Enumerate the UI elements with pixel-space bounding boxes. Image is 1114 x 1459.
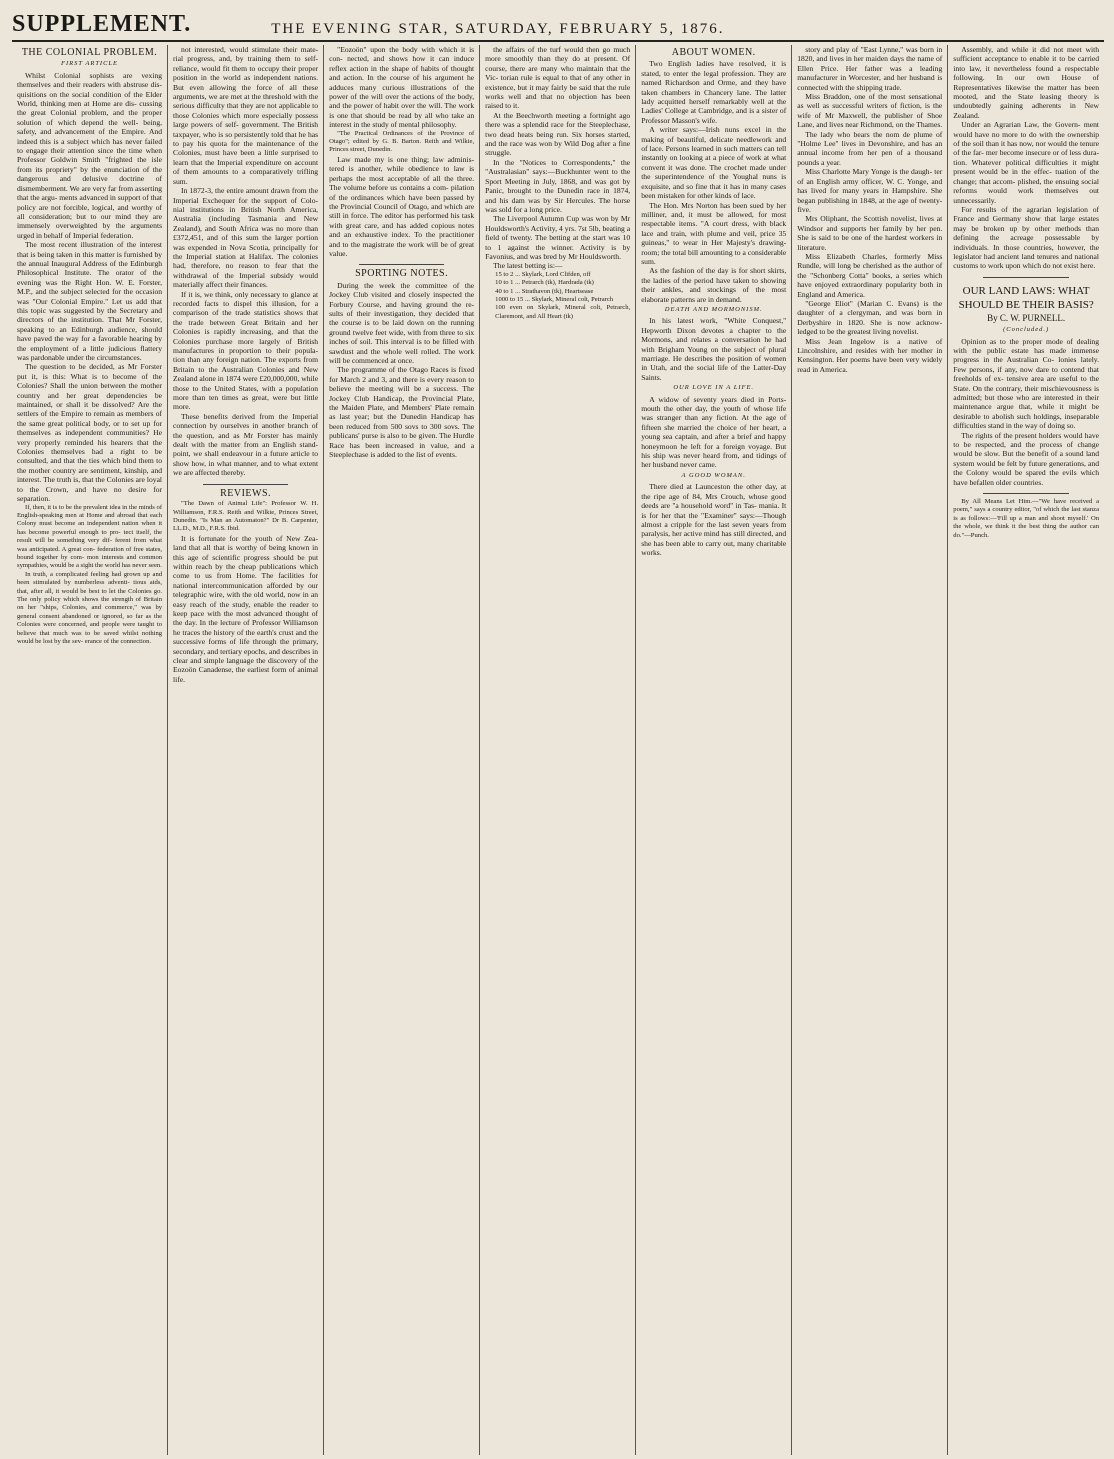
paragraph: The Hon. Mrs Norton has been sued by her milliner, and, it must be allowed, for most respectable items. "A court dress, with black lace and train, with plume and veil, price 35 guineas," to wear in Her Majesty's drawing-room; the total bill amounting to a considerable sum. xyxy=(641,200,787,266)
paragraph: Two English ladies have resolved, it is stated, to enter the legal profession. They are named Richardson and Orme, and they have taken chambers in Chancery lane. The latter lady acquitted herself remarkably well at the Ladies' College at Cambridge, and is a sister of Professor Masson's wife. xyxy=(641,59,787,125)
odds-line: 40 to 1 ... Strathavon (tk), Heartsease xyxy=(495,287,594,295)
paragraph: Miss Braddon, one of the most sensational as well as successful writers of fiction, is the wife of Mr Maxwell, the publisher of Shoe Lane, and lives near Richmond, on the Thames. xyxy=(797,92,943,130)
paragraph: The rights of the present holders would have to be respected, and the process of change would be slow. But the benefit of a sound land system would be felt by future generations, and the Colony would be spared the evils which have befallen older countries. xyxy=(953,430,1100,487)
newspaper-dateline: THE EVENING STAR, SATURDAY, FEBRUARY 5, 1876. xyxy=(271,21,725,37)
odds-line: 10 to 1 ... Petrarch (tk), Hardrada (tk) xyxy=(495,279,594,287)
paragraph: Miss Charlotte Mary Yonge is the daugh- ter of an English army officer, W. C. Yonge, and has lived for many years in Hampshire. She began publishing in 1848, at the age of twenty-five. xyxy=(797,167,943,214)
paragraph: Under an Agrarian Law, the Govern- ment would have no more to do with the ownership of the soil than it has now, nor would the tenure of the far- mer become insecure or of less dura- tion. Whatever political difficulties it might present would be in the effec- tuation of the change; that accom- plished, the ensuing social reforms would work themselves out unnecessarily. xyxy=(953,120,1100,205)
paragraph: The Liverpool Autumn Cup was won by Mr Houldsworth's Activity, 4 yrs. 7st 5lb, beating a field of twenty. The betting at the start was 10 to 1 against the winner. Activity is by Favonius, and was bred by Mr Houldsworth. xyxy=(485,214,631,261)
divider xyxy=(359,264,444,265)
paragraph: A writer says:—Irish nuns excel in the making of beautiful, delicate needlework and of lace. Persons learned in such matters can tell instantly on looking at a piece of work at what convent it was done. The crochet made under the superintendence of the Youghal nuns is exquisite, and so fine that it has in many cases been mistaken for other kinds of lace. xyxy=(641,125,787,201)
paragraph: Miss Jean Ingelow is a native of Lincolnshire, and resides with her mother in Kensington. Her poems have been very widely read in America. xyxy=(797,336,943,374)
article-subheading: FIRST ARTICLE xyxy=(61,60,119,68)
odds-line: 1000 to 15 ... Skylark, Mineral colt, Petrarch xyxy=(495,295,614,303)
divider xyxy=(983,493,1069,494)
paragraph: Assembly, and while it did not meet with sufficient acceptance to enable it to be carried into law, it nevertheless found a respectable following. In our own House of Representatives likewise the matter has been mooted, and the State leasing theory is undoubtedly gaining adherents in New Zealand. xyxy=(953,45,1100,120)
paragraph: Whilst Colonial sophists are vexing themselves and their readers with abstruse dis- quisitions on the social condition of the Elder World, thinking men at Home are dis- cussing the great Colonial problem, and the proper solution of which depend the well- being, safety, and advancement of the Empire. And indeed this is a subject which has never failed to engage their attention since the time when Professor Goldwin Smith "frighted the isle from its propriety" by the enunciation of the dangerous and delusive doctrine of dismemberment. We are very far from asserting that the argu- ments advanced in support of that policy are not forcible, logical, and worthy of all consideration; but to our mind they are immensely overweighted by the arguments urged in behalf of Imperial federation. xyxy=(17,70,163,240)
paragraph: "The Practical Ordinances of the Province of Otago"; edited by G. B. Barton. Reith and Wilkie, Princes street, Dunedin. xyxy=(329,129,475,154)
paragraph: As the fashion of the day is for short skirts, the ladies of the period have taken to showing their ankles, and stockings of the most elaborate patterns are in demand. xyxy=(641,266,787,304)
paragraph: These benefits derived from the Imperial connection by ourselves in another branch of the question, and as Mr Forster has mainly dealt with the matter from an English stand- point, we shall endeavour in a future article to show how, in what manner, and to what extent we are affected thereby. xyxy=(173,411,319,478)
column-2 xyxy=(168,45,324,1455)
section-heading-reviews: REVIEWS. xyxy=(220,487,272,499)
paragraph: story and play of "East Lynne," was born in 1820, and lives in her maiden days the name of Ellen Price. Her father was a leading manufacturer in Worcester, and her husband is connected with the shipping trade. xyxy=(797,45,943,92)
paragraph: A widow of seventy years died in Ports- mouth the other day, the youth of whose life was stranger than any fiction. At the age of fifteen she married the choice of her heart, a young sea captain, and after a brief and happy honeymoon he left for a foreign voyage. But his ship was never heard from, and tidings of her husband never came. xyxy=(641,394,787,470)
article-heading-about-women: ABOUT WOMEN. xyxy=(671,47,756,58)
reviews-list: "The Dawn of Animal Life": Professor W. H. Williamson, F.R.S. Reith and Wilkie, Princes Street, Dunedin. "Is Man an Automaton?" Dr B. Carpenter, LL.D., M.D., F.R.S. Ibid. xyxy=(173,500,319,533)
paragraph: In truth, a complicated feeling had grown up and been stimulated by numberless adventi- tious aids, that, after all, it would be best to let the Colonies go. The only policy which shows the strength of Britain on her "ships, Colonies, and commerce," was by general consent abandoned or ignored, so far as the Colonies were concerned, and people were taught to believe that much was to be saved whilst nothing would be lost by the sev- erance of the connection. xyxy=(17,570,163,645)
paragraph: In 1872-3, the entire amount drawn from the Imperial Exchequer for the support of Colo- nial institutions in British North America, Australia (including Tasmania and New Zealand), and South Africa was no more than £372,451, and of this sum the larger portion was expended in Nova Scotia, principally for the Imperial station at Halifax. The colonies had, therefore, no reason to fear that the withdrawal of the Imperial subsidy would materially affect their finances. xyxy=(173,186,319,290)
paragraph: Law made my is one thing; law adminis- tered is another, while obedience to law is perhaps the most acceptable of all the three. The volume before us contains a com- pilation of the ordinances which have been passed by the Provincial Council of Otago, and which are still in force. The editor has performed his task with great care, and has added copious notes and an exhaustive index. To the practitioner and to the magistrate the work will be of great value. xyxy=(329,154,475,258)
subheading: DEATH AND MORMONISM. xyxy=(664,305,763,313)
concluded-note: (Concluded.) xyxy=(1003,326,1050,334)
column-3 xyxy=(324,45,480,1455)
paragraph: In his latest work, "White Conquest," Hepworth Dixon devotes a chapter to the Mormons, and relates a conversation he had with Brigham Young on the subject of plural marriage. He describes the position of women in Utah, and the social life of the Latter-Day Saints. xyxy=(641,316,787,382)
paragraph: If, then, it is to be the prevalent idea in the minds of English-speaking men at Home and abroad that each Colony must become an independent nation when it has become powerful enough to pro- tect itself, the result will be something very dif- ferent from what was anticipated. A great con- federation of free states, bound together by com- mon interests and common sympathies, would be a sight the world has never seen. xyxy=(17,503,163,570)
odds-line: 15 to 2 ... Skylark, Lord Clifden, off xyxy=(495,270,591,278)
paragraph: For results of the agrarian legislation of France and Germany show that large estates may be broken up by other methods than defining the acreage possessable by individuals. In those countries, however, the legislator had ancient land tenures and national customs to work upon which do not exist here. xyxy=(953,204,1100,271)
paragraph: "Eozoön" upon the body with which it is con- nected, and shows how it can induce reflex action in the shape of habits of thought and action. In the course of his argument he adduces many curious illustrations of the power of the will over the actions of the body, and the power of habit over the will. The work is one that should be read by all who take an interest in the study of mental philosophy. xyxy=(329,45,475,130)
subheading: A GOOD WOMAN. xyxy=(681,471,746,479)
footer-snippet: By All Means Let Him.—"We have received a poem," says a country editor, "of which the last stanza is as follows:—'Fill up a man and shoot myself.' On the whole, we think it the best thing the author can do."—Punch. xyxy=(953,498,1100,539)
betting-title: The latest betting is:— xyxy=(493,261,563,271)
subheading: OUR LOVE IN A LIFE. xyxy=(673,384,755,392)
paragraph: The question to be decided, as Mr Forster put it, is this: What is to become of the Colonies? Shall the union between the mother country and her great dependencies be maintained, or shall it be dissolved? Are the settlers of the Empire to remain as members of the same great political body, or to set up for themselves as independent communities? He very properly reminded his hearers that the Colonies themselves had a right to be consulted, and that the ties which bind them to the mother country are sentiment, kinship, and interest. The truth is, that the Colonies are loyal to the Crown, and have no desire for separation. xyxy=(17,362,163,504)
paragraph: The most recent illustration of the interest that is being taken in this matter is furnished by the annual Inaugural Address of the Edinburgh Philosophical Institute. The orator of the evening was the Right Hon. W. E. Forster, M.P., and the subject selected for the occasion was "Our Colonial Empire." Let us add that this topic was suggested by the Secretary and directors of the institution. That Mr Forster, speaking to an Edinburgh audience, should have paved the way for a favorable hearing by the employment of a little judicious flattery was pardonable under the circumstances. xyxy=(17,240,163,362)
betting-odds-list xyxy=(485,271,630,321)
paragraph: "George Eliot" (Marian C. Evans) is the daughter of a clergyman, and was born in Derbyshire in 1820. She is now acknow- ledged to be the greatest living novelist. xyxy=(797,298,943,337)
paragraph: If it is, we think, only necessary to glance at recorded facts to dispel this illusion, for a comparison of the trade statistics shows that the trade between Great Britain and her Colonies is rapidly increasing, and that the Colonies purchase more largely of British manufactures in proportion to their popula- tion than any foreign nation. The exports from Britain to the Australian Colonies and New Zealand alone in 1874 were £20,000,000, while those to the United States, with a population more than ten times as great, were but little more. xyxy=(173,289,319,412)
paragraph: the affairs of the turf would then go much more smoothly than they do at present. Of course, there are many who maintain that the Vic- torian rule is equal to that of any other in existence, but it may fairly be said that the rule works well and that no objection has been raised to it. xyxy=(485,45,631,111)
article-heading-land-laws: OUR LAND LAWS: WHAT SHOULD BE THEIR BASIS? xyxy=(958,284,1094,311)
column-5 xyxy=(636,45,792,1455)
paragraph: It is fortunate for the youth of New Zea- land that all that is worthy of being known in this age of scientific progress should be put within reach by the cheap publications which come to us from Home. The facilities for national intercommunication afforded by our telegraphic wire, with the old world, now in an easy reach of the study, enable the reader to keep pace with the most advanced thought of the day. In the lecture of Professor Williamson he traces the history of the earth's crust and the successive forms of life through the primary, secondary, and tertiary epochs, and describes in clear and simple language the discovery of the Eozoön Canadense, the earliest form of animal life. xyxy=(173,533,319,684)
section-heading-sporting: SPORTING NOTES. xyxy=(355,268,449,280)
paragraph: Opinion as to the proper mode of dealing with the public estate has made immense progress in the Australian Co- lonies lately. Few persons, if any, now dare to contend that freeholds of ex- tensive area are useful to the State. On the contrary, their mischievousness is admitted; but those who are interested in their maintenance argue that, while it might be desirable to abolish such holdings, inseparable difficulties stand in the way of doing so. xyxy=(953,336,1100,431)
paragraph: not interested, would stimulate their mate- rial progress, and, by training them to self- reliance, would fit them to occupy their proper position in the world as independent nations. But even allowing the force of all these arguments, we are met at the threshold with the serious difficulty that they are not applicable to those Colonies which more especially possess large powers of self- government. The British taxpayer, who is so persistently told that he has to pay his quota for the maintenance of the Colonies, must have been a little surprised to learn that the Imperial expenditure on account of them amounts to a comparatively trifling sum. xyxy=(173,45,319,186)
columns xyxy=(12,45,1104,1455)
article-heading-colonial-problem: THE COLONIAL PROBLEM. xyxy=(21,47,158,58)
paragraph: At the Beechworth meeting a fortnight ago there was a splendid race for the Steeplechase, two dead heats being run. Six horses started, and the race was won by Wild Dog after a fine struggle. xyxy=(485,110,631,158)
supplement-label: SUPPLEMENT. xyxy=(12,11,192,37)
paragraph: There died at Launceston the other day, at the ripe age of 84, Mrs Crouch, whose good deeds are "a household word" in Tas- mania. It is for her that the "Examiner" says:—Though almost a cripple for the last seven years from paralysis, her active mind has still directed, and she has been able to carry out, many charitable works. xyxy=(641,482,787,558)
column-4 xyxy=(480,45,636,1455)
paragraph: Miss Elizabeth Charles, formerly Miss Rundle, will long be cherished as the author of the "Schonberg Cotta" books, a series which have enjoyed extraordinary popularity both in England and America. xyxy=(797,251,943,299)
paragraph: During the week the committee of the Jockey Club visited and closely inspected the Forbury Course, and having ground the re- sults of their investigation, they decided that the course is to be laid down on the running ground twelve feet wide, with from three to six inches of soil. This interval is to be filled with sawdust and the whole well rolled. The work will be commenced at once. xyxy=(329,280,475,365)
byline: By C. W. PURNELL. xyxy=(987,312,1066,323)
paragraph: The lady who bears the nom de plume of "Holme Lee" lives in Devonshire, and has an annual income from her pen of a thousand pounds a year. xyxy=(797,129,943,167)
paragraph: In the "Notices to Correspondents," the "Australasian" says:—Buckhunter went to the Sport Meeting in July, 1868, and was got by Panic, brought to the Dunedin race in 1874, and his dam was by Sir Hercules. The horse was sold for a long price. xyxy=(485,157,631,214)
divider xyxy=(203,484,288,485)
masthead xyxy=(12,4,1104,42)
divider xyxy=(983,277,1069,278)
paragraph: The programme of the Otago Races is fixed for March 2 and 3, and there is every reason to believe the meeting will be a success. The Jockey Club Handicap, the Provincial Plate, the Maiden Plate, and Members' Plate remain as last year; but the Dunedin Handicap has been reduced from 500 sovs to 300 sovs. The publicans' purse is also to be given. The Hurdle Race has been increased in value, and a Steeplechase is added to the list of events. xyxy=(329,365,475,460)
column-6 xyxy=(792,45,948,1455)
column-7 xyxy=(948,45,1104,1455)
paragraph: Mrs Oliphant, the Scottish novelist, lives at Windsor and supports her family by her pen. She is said to be one of the hardest workers in literature. xyxy=(797,214,943,252)
odds-line: 100 even on Skylark, Mineral colt, Petrarch, Claremont, and All Heart (tk) xyxy=(495,304,631,320)
column-1 xyxy=(12,45,168,1455)
